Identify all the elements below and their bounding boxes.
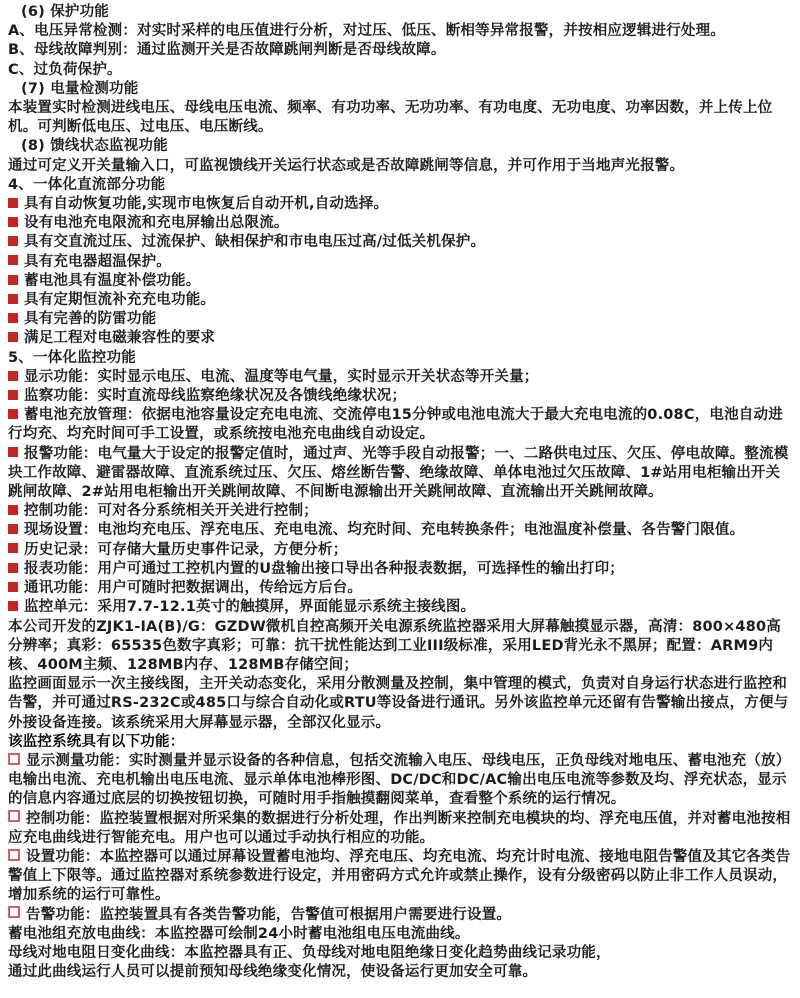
doc-line-body [8,618,792,676]
bullet-filled-square-icon [8,390,18,400]
doc-line-text: 蓄电池组充放电曲线：本监控器可绘制24小时蓄电池组电压电流曲线。 [8,925,470,942]
doc-line-body [8,61,792,80]
doc-line-text: 具有完善的防雷功能 [24,311,157,328]
doc-line-text: 设有电池充电限流和充电屏输出总限流。 [24,215,289,232]
doc-line-body [8,944,792,963]
doc-line-bullet-hollow [8,848,792,906]
doc-line-bullet-hollow [8,752,792,810]
doc-line-body [8,675,792,733]
doc-line-text: 5、一体化监控功能 [8,349,136,366]
doc-line-text: 监察功能：实时直流母线监察绝缘状况及各馈线绝缘状况； [24,388,407,405]
bullet-hollow-square-icon [8,906,20,918]
doc-line-text: 显示功能：实时显示电压、电流、温度等电气量，实时显示开关状态等开关量； [24,368,539,385]
doc-line-text: 报警功能：电气量大于设定的报警定值时，通过声、光等手段自动报警；一、二路供电过压、欠压、停电故障。整流模块工作故障、避雷器故障、直流系统过压、欠压、熔丝断告警、绝缘故障、单体电池过欠压故障、1#站用电柜输出开关跳闸故障、2#站用电柜输出开关跳闸故障、不间断电源输出开关跳闸故障、直流输出开关跳闸故障。 [8,445,789,501]
doc-line-bullet [8,195,792,214]
doc-line-text: 具有充电器超温保护。 [24,253,171,270]
doc-line-bullet [8,387,792,406]
doc-line-bullet [8,272,792,291]
bullet-filled-square-icon [8,217,18,227]
doc-line-strong [8,733,792,752]
doc-line-text: 本公司开发的ZJK1-IA(B)/G：GZDW微机自控高频开关电源系统监控器采用大屏幕触摸显示器，高清：800×480高分辨率；真彩：65535色数字真彩；可靠：抗干扰性能达到工业III级标准，采用LED背光永不黑屏；配置：ARM9内核、400M主频、128MB内存、128MB存储空间； [8,618,781,673]
bullet-filled-square-icon [8,409,18,419]
bullet-hollow-square-icon [8,849,20,861]
doc-line-text: A、电压异常检测：对实时采样的电压值进行分析，对过压、低压、断相等异常报警，并按相应逻辑进行处理。 [8,23,726,40]
doc-line-bullet [8,541,792,560]
bullet-filled-square-icon [8,236,18,246]
doc-line-heading [8,80,792,99]
doc-line-text: 该监控系统具有以下功能： [8,733,185,750]
doc-line-heading [8,3,792,22]
doc-line-text: 监控单元：采用7.7-12.1英寸的触摸屏，界面能显示系统主接线图。 [24,599,476,616]
doc-line-text: 报表功能：用户可通过工控机内置的U盘输出接口导出各种报表数据，可选择性的输出打印； [24,560,624,577]
bullet-hollow-square-icon [8,810,20,822]
bullet-filled-square-icon [8,371,18,381]
doc-line-text: (7) 电量检测功能 [21,80,139,97]
bullet-filled-square-icon [8,332,18,342]
bullet-filled-square-icon [8,582,18,592]
bullet-filled-square-icon [8,255,18,265]
doc-line-text: 通过可定义开关量输入口，可监视馈线开关运行状态或是否故障跳闸等信息，并可作用于当地声光报警。 [8,157,685,174]
doc-line-text: 母线对地电阻日变化曲线：本监控器具有正、负母线对地电阻绝缘日变化趋势曲线记录功能， [8,944,611,961]
bullet-filled-square-icon [8,543,18,553]
bullet-filled-square-icon [8,198,18,208]
doc-line-text: 具有交直流过压、过流保护、缺相保护和市电电压过高/过低关机保护。 [24,234,486,251]
bullet-filled-square-icon [8,505,18,515]
doc-line-text: C、过负荷保护。 [8,61,122,78]
doc-line-heading [8,137,792,156]
doc-line-text: 控制功能：可对各分系统相关开关进行控制； [24,503,318,520]
doc-line-text: 通讯功能：用户可随时把数据调出，传给远方后台。 [24,580,363,597]
doc-line-bullet-hollow [8,810,792,848]
doc-line-section [8,176,792,195]
doc-line-text: 满足工程对电磁兼容性的要求 [24,330,216,347]
doc-line-bullet [8,445,792,503]
doc-line-body [8,963,792,982]
doc-line-body [8,41,792,60]
doc-line-text: 4、一体化直流部分功能 [8,176,166,193]
doc-line-text: 历史记录：可存储大量历史事件记录，方便分析； [24,541,348,558]
doc-line-bullet-hollow [8,906,792,925]
doc-line-text: (6) 保护功能 [21,4,109,20]
doc-line-text: 具有自动恢复功能,实现市电恢复后自动开机,自动选择。 [24,196,389,213]
doc-line-bullet [8,253,792,272]
doc-line-body [8,99,792,137]
doc-line-body [8,157,792,176]
bullet-filled-square-icon [8,563,18,573]
doc-line-bullet [8,291,792,310]
bullet-filled-square-icon [8,524,18,534]
doc-line-body [8,925,792,944]
doc-line-bullet [8,214,792,233]
doc-line-body [8,22,792,41]
bullet-filled-square-icon [8,447,18,457]
doc-line-bullet [8,579,792,598]
bullet-filled-square-icon [8,294,18,304]
doc-line-text: 控制功能：监控装置根据对所采集的数据进行分析处理，作出判断来控制充电模块的均、浮充电压值，并对蓄电池按相应充电曲线进行智能充电。用户也可以通过手动执行相应的功能。 [8,810,791,846]
bullet-hollow-square-icon [8,753,20,765]
doc-line-bullet [8,406,792,444]
doc-line-section [8,349,792,368]
doc-line-text: 现场设置：电池均充电压、浮充电压、充电电流、均充时间、充电转换条件；电池温度补偿量、各告警门限值。 [24,522,745,539]
bullet-filled-square-icon [8,275,18,285]
doc-line-text: 设置功能：本监控器可以通过屏幕设置蓄电池均、浮充电压、均充电流、均充计时电流、接地电阻告警值及其它各类告警值上下限等。通过监控器对系统参数进行设定，并用密码方式允许或禁止操作，设有分级密码以防止非工作人员误动，增加系统的运行可靠性。 [8,848,791,904]
doc-line-text: (8) 馈线状态监视功能 [21,138,168,155]
doc-line-bullet [8,521,792,540]
doc-line-text: 本装置实时检测进线电压、母线电压电流、频率、有功功率、无功功率、有功电度、无功电度、功率因数，并上传上位机。可判断低电压、过电压、电压断线。 [8,100,773,136]
doc-line-bullet [8,502,792,521]
bullet-filled-square-icon [8,601,18,611]
doc-line-text: 显示测量功能：实时测量并显示设备的各种信息，包括交流输入电压、母线电压，正负母线对地电压、蓄电池充（放）电输出电流、充电机输出电压电流、显示单体电池棒形图、DC/DC和DC/AC输出电压电流等参数及均、浮充状态，显示的信息内容通过底层的切换按钮切换，可随时用手指触摸翻阅菜单，查看整个系统的运行情况。 [8,752,791,808]
doc-line-text: 蓄电池充放管理：依据电池容量设定充电电流、交流停电15分钟或电池电流大于最大充电电流的0.08C，电池自动进行均充、均充时间可手工设置，或系统按电池充电曲线自动设定。 [8,407,783,443]
bullet-filled-square-icon [8,313,18,323]
doc-line-text: 监控画面显示一次主接线图，主开关动态变化，采用分散测量及控制，集中管理的模式，负责对自身运行状态进行监控和告警，并可通过RS-232C或485口与综合自动化或RTU等设备进行通讯。另外该监控单元还留有告警输出接点，方便与外接设备连接。该系统采用大屏幕显示器，全部汉化显示。 [8,676,789,731]
doc-line-text: 蓄电池具有温度补偿功能。 [24,272,201,289]
doc-line-bullet [8,310,792,329]
doc-line-bullet [8,329,792,348]
doc-line-bullet [8,560,792,579]
doc-line-bullet [8,598,792,617]
doc-line-text: B、母线故障判别：通过监测开关是否故障跳闸判断是否母线故障。 [8,42,446,59]
doc-line-text: 告警功能：监控装置具有各类告警功能，告警值可根据用户需要进行设置。 [26,906,512,923]
doc-line-text: 通过此曲线运行人员可以提前预知母线绝缘变化情况，使设备运行更加安全可靠。 [8,964,538,981]
doc-line-bullet [8,368,792,387]
doc-line-text: 具有定期恒流补充充电功能。 [24,292,216,309]
doc-line-bullet [8,233,792,252]
